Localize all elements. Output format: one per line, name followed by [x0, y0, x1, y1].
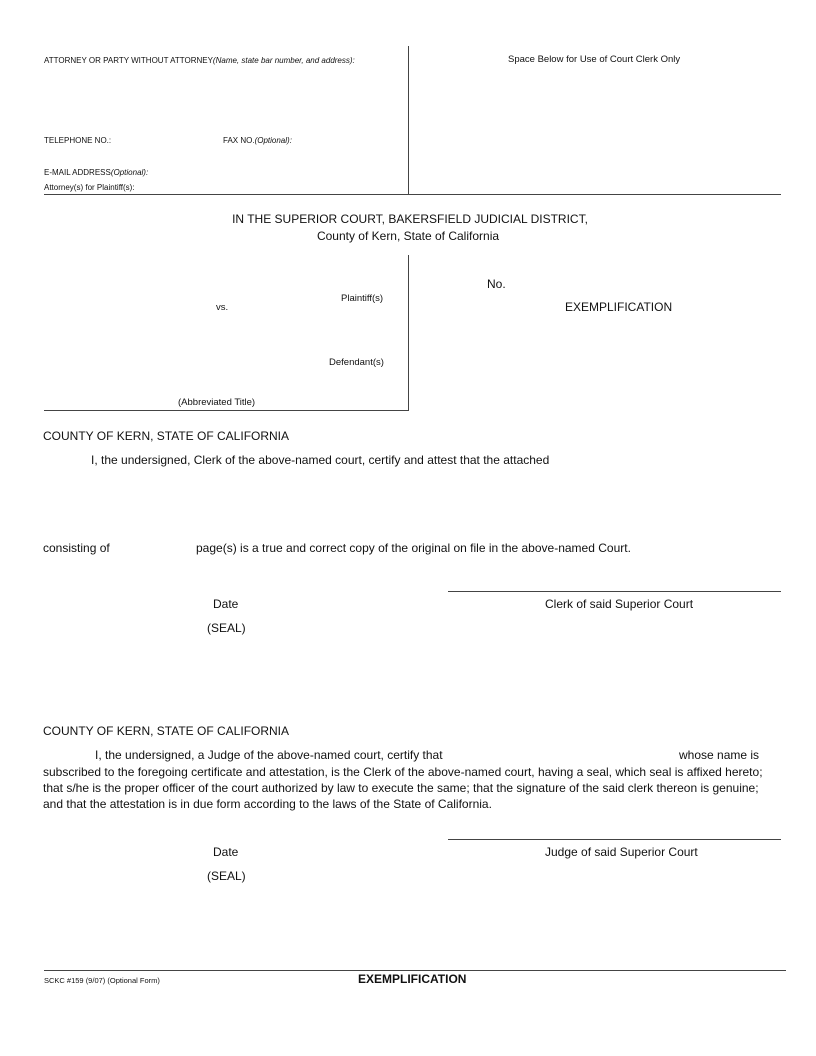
judge-cert-statement: I, the undersigned, a Judge of the above-named court, certify that	[95, 748, 443, 762]
attorneys-for-label: Attorney(s) for Plaintiff(s):	[44, 183, 135, 192]
whose-name-is-label: whose name is	[679, 748, 760, 762]
header-divider-vertical	[408, 46, 409, 194]
clerk-signature-label: Clerk of said Superior Court	[545, 597, 694, 611]
judge-signature-line	[448, 839, 781, 840]
email-hint: (Optional):	[110, 168, 149, 177]
clerk-date-label: Date	[213, 597, 239, 611]
footer-title: EXEMPLIFICATION	[358, 972, 467, 986]
abbreviated-title-label: (Abbreviated Title)	[178, 397, 256, 408]
judge-cert-heading: COUNTY OF KERN, STATE OF CALIFORNIA	[43, 724, 290, 738]
judge-date-label: Date	[213, 845, 239, 859]
clerk-cert-statement: I, the undersigned, Clerk of the above-named court, certify and attest that the attached	[91, 453, 550, 467]
document-title: EXEMPLIFICATION	[565, 300, 673, 314]
fax-label: FAX NO.	[223, 136, 255, 145]
judge-cert-line3: that s/he is the proper officer of the court authorized by law to execute the same; that the signature of the said clerk thereon is genuine;	[43, 781, 759, 795]
telephone-label: TELEPHONE NO.:	[44, 136, 112, 145]
attorney-label: ATTORNEY OR PARTY WITHOUT ATTORNEY	[44, 56, 213, 65]
form-id: SCKC #159 (9/07) (Optional Form)	[44, 976, 160, 985]
header-bottom-rule	[44, 194, 781, 195]
caption-divider-vertical	[408, 255, 409, 411]
fax-hint: (Optional):	[254, 136, 292, 145]
attorney-label-row	[44, 56, 355, 65]
pages-true-copy-text: page(s) is a true and correct copy of the original on file in the above-named Court.	[196, 541, 631, 555]
defendants-label: Defendant(s)	[329, 357, 384, 368]
clerk-space-label: Space Below for Use of Court Clerk Only	[508, 54, 681, 65]
email-label-row	[44, 168, 148, 177]
case-number-label: No.	[487, 277, 506, 291]
clerk-cert-heading: COUNTY OF KERN, STATE OF CALIFORNIA	[43, 429, 290, 443]
plaintiffs-label: Plaintiff(s)	[341, 293, 384, 304]
court-name-line2: County of Kern, State of California	[316, 229, 500, 243]
attorney-hint: (Name, state bar number, and address):	[212, 56, 355, 65]
clerk-signature-line	[448, 591, 781, 592]
consisting-of-label: consisting of	[43, 541, 110, 555]
judge-signature-label: Judge of said Superior Court	[545, 845, 698, 859]
judge-cert-line2: subscribed to the foregoing certificate and attestation, is the Clerk of the above-named court, having a seal, which seal is affixed hereto;	[43, 765, 763, 779]
judge-seal-label: (SEAL)	[207, 869, 246, 883]
clerk-seal-label: (SEAL)	[207, 621, 246, 635]
email-label: E-MAIL ADDRESS	[44, 168, 111, 177]
vs-label: vs.	[216, 302, 229, 313]
fax-label-row	[223, 136, 292, 145]
caption-bottom-rule	[44, 410, 409, 411]
judge-cert-line4: and that the attestation is in due form according to the laws of the State of California.	[43, 797, 492, 811]
footer-rule	[44, 970, 786, 971]
court-name-line1: IN THE SUPERIOR COURT, BAKERSFIELD JUDICIAL DISTRICT,	[232, 212, 588, 226]
